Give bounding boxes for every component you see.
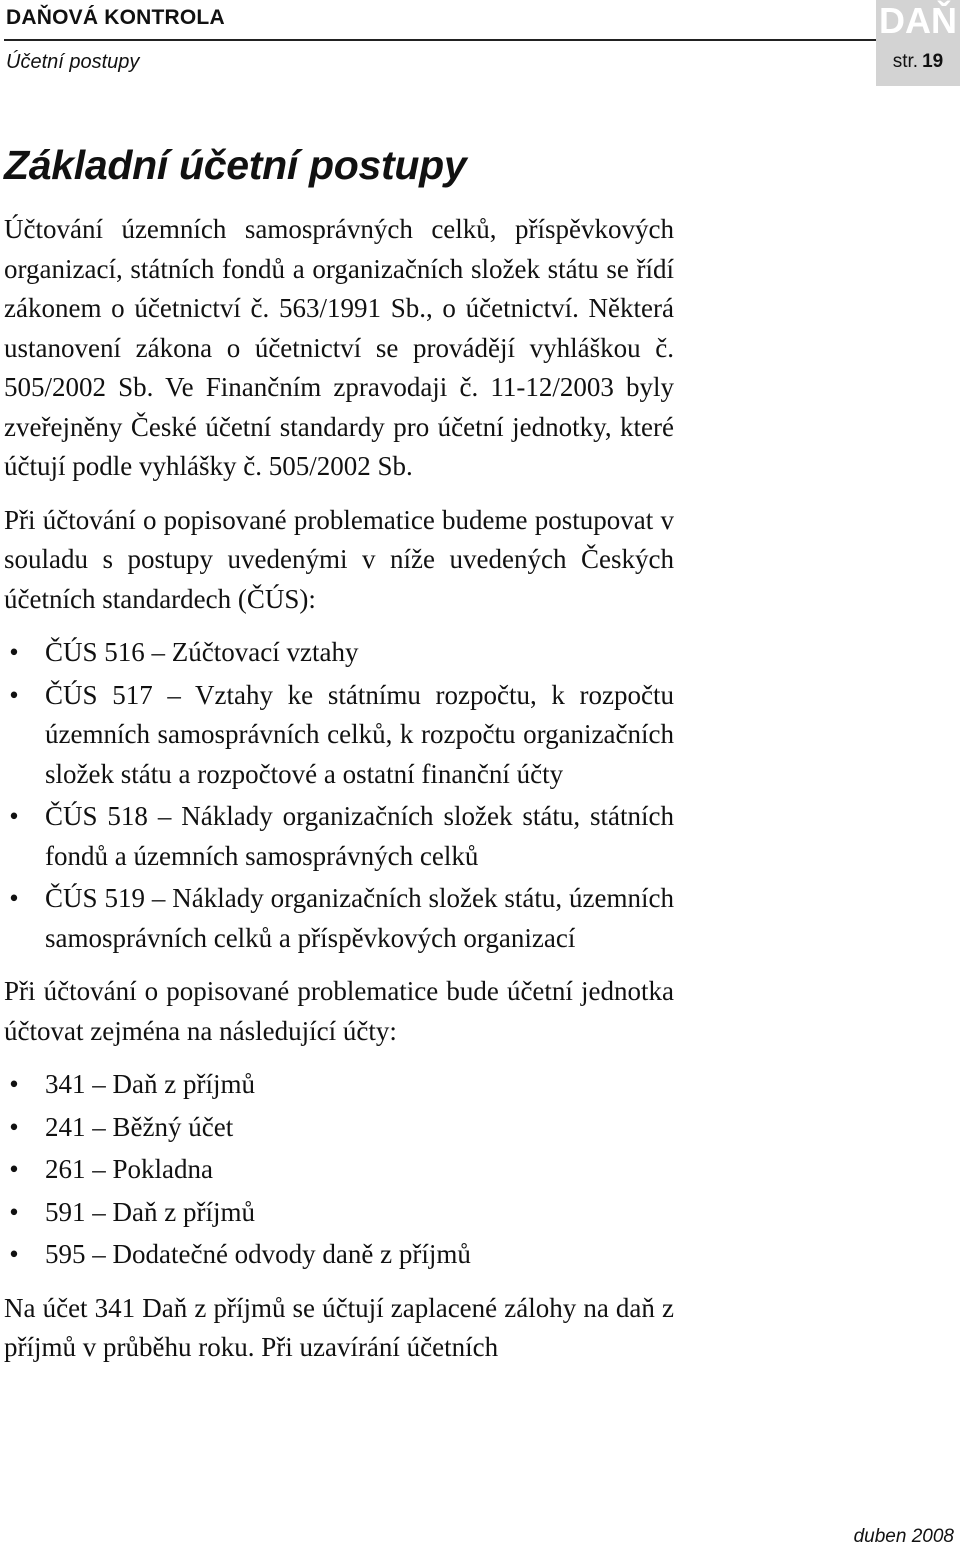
paragraph-intro: Účtování územních samosprávných celků, příspěvkových organizací, státních fondů a organizačních složek státu se řídí zákonem o účetnictví č. 563/1991 Sb., o účetnictví. Některá ustanovení zákona o účetnictví se provádějí vyhláškou č. 505/2002 Sb. Ve Finančním zpravodaji č. 11-12/2003 byly zveřejněny České účetní standardy pro účetní jednotky, které účtují podle vyhlášky č. 505/2002 Sb. [4,214,674,481]
bullet-icon: • [9,883,19,913]
list-item [4,676,674,795]
list-item-text: ČÚS 518 – Náklady organizačních složek státu, státních fondů a územních samosprávných celků [45,801,674,871]
list-item-text: 261 – Pokladna [45,1154,213,1184]
page-number-value: 19 [922,51,944,72]
article-title: Základní účetní postupy [4,142,467,188]
list-item-text: 241 – Běžný účet [45,1111,234,1142]
bullet-icon: • [9,1069,19,1099]
accounts-list [4,1065,674,1275]
list-item-text: ČÚS 516 – Zúčtovací vztahy [45,637,359,667]
magazine-logo-box [876,0,960,86]
bullet-icon: • [9,1196,19,1227]
magazine-logo: DAŇ [879,0,957,41]
list-item-text: 591 – Daň z příjmů [45,1196,255,1227]
bullet-icon: • [9,801,19,831]
list-item-text: ČÚS 517 – Vztahy ke státnímu rozpočtu, k rozpočtu územních samosprávních celků, k rozpočtu organizačních složek státu a rozpočtové a ostatní finanční účty [45,679,674,789]
list-item [4,1193,674,1233]
bullet-icon: • [9,1111,19,1142]
list-item [4,633,674,673]
list-item [4,1150,674,1190]
page-number [876,51,960,73]
paragraph-account-341: Na účet 341 Daň z příjmů se účtují zaplacené zálohy na daň z příjmů v průběhu roku. Při uzavírání účetních [4,1292,674,1362]
header-divider [4,39,876,41]
list-item-text: ČÚS 519 – Náklady organizačních složek státu, územních samosprávních celků a příspěvkových organizací [45,883,674,953]
issue-date: duben 2008 [853,1526,954,1547]
list-item-text: 595 – Dodatečné odvody daně z příjmů [45,1239,471,1269]
bullet-icon: • [9,1239,19,1269]
subsection-title: Účetní postupy [6,51,140,73]
paragraph-standards-intro: Při účtování o popisované problematice budeme postupovat v souladu s postupy uvedenými v níže uvedených Českých účetních standardech (ČÚS): [4,504,674,614]
standards-list [4,633,674,958]
list-item-text: 341 – Daň z příjmů [45,1069,255,1099]
list-item [4,797,674,876]
bullet-icon: • [9,1154,19,1184]
article-body [4,210,674,1382]
page-prefix: str. [892,51,919,72]
list-item [4,1065,674,1105]
list-item [4,879,674,958]
bullet-icon: • [9,679,19,710]
bullet-icon: • [9,637,19,667]
paragraph-accounts-intro: Při účtování o popisované problematice bude účetní jednotka účtovat zejména na následující účty: [4,976,674,1046]
list-item [4,1108,674,1148]
section-title: DAŇOVÁ KONTROLA [6,6,225,29]
list-item [4,1235,674,1275]
